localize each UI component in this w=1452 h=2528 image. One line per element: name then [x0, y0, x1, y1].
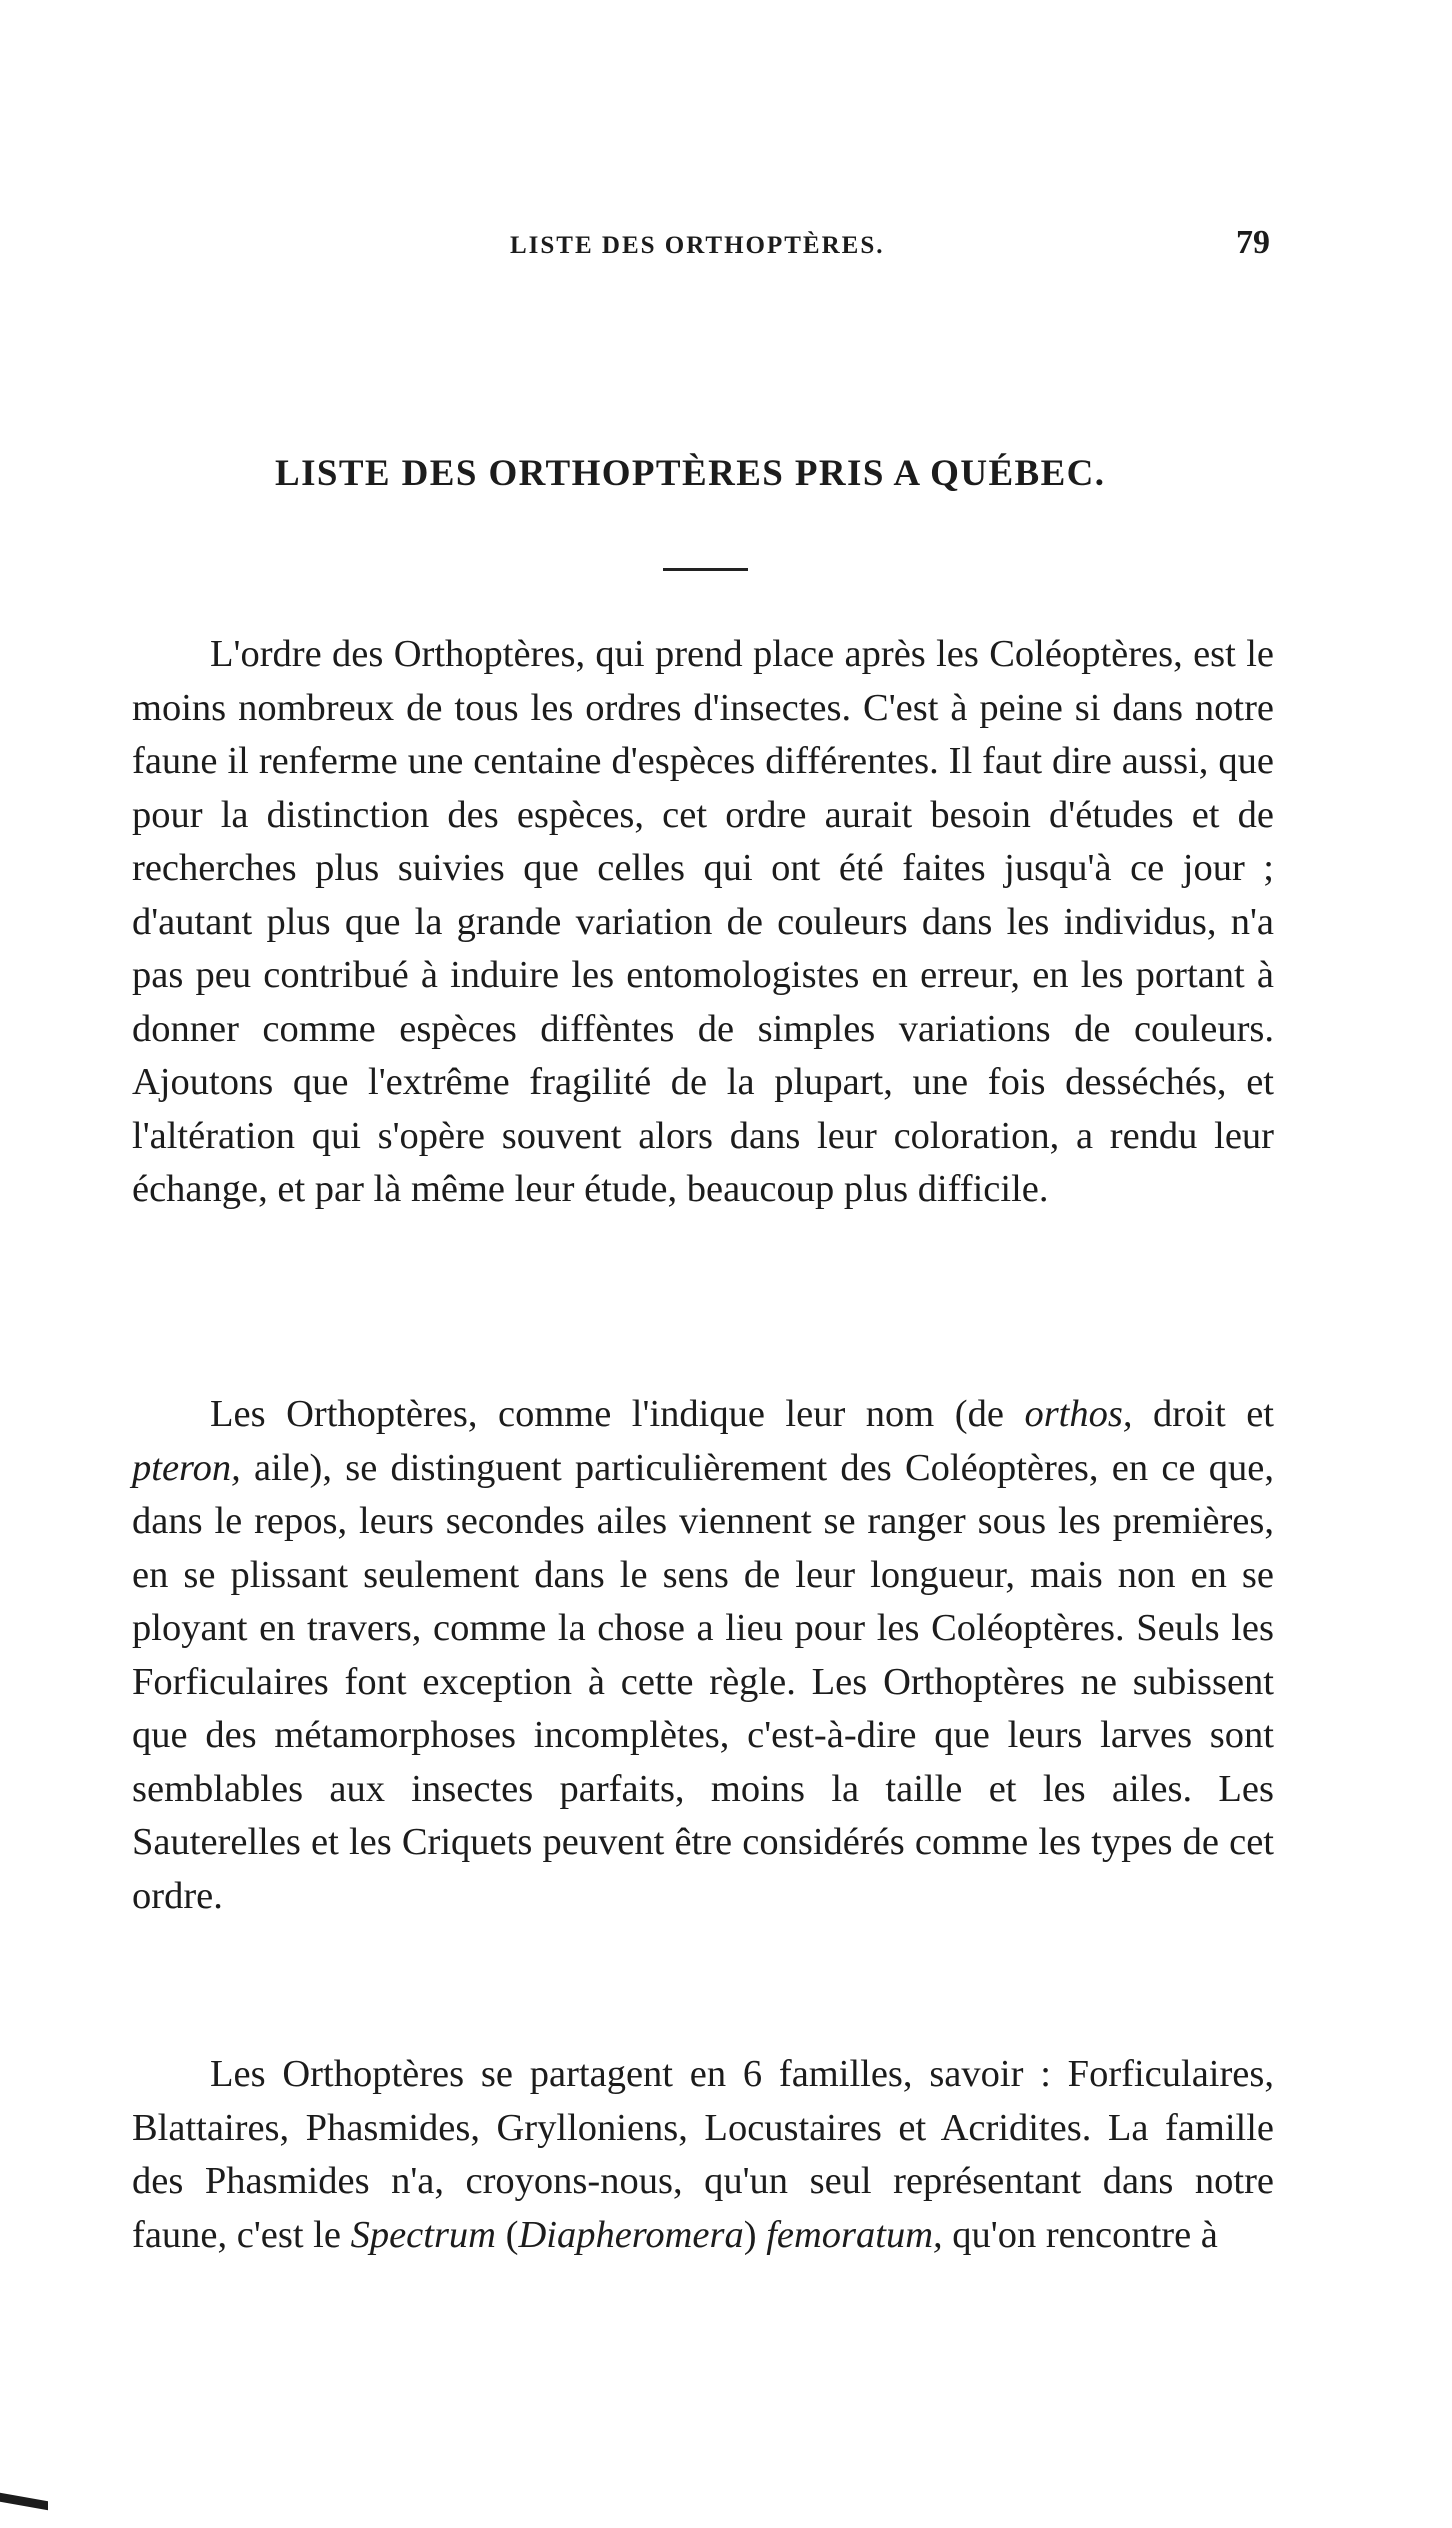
running-head: LISTE DES ORTHOPTÈRES.	[510, 232, 885, 259]
paragraph-3-run: (	[496, 2213, 519, 2256]
paragraph-3-run: )	[743, 2213, 767, 2256]
paragraph-2	[132, 1388, 1274, 1923]
paragraph-1-text: L'ordre des Orthoptères, qui prend place après les Coléoptères, est le moins nombreux de tous les ordres d'insectes. C'est à peine si dans notre faune il renferme une centaine d'espèces différentes. Il faut dire aussi, que pour la distinction des espèces, cet ordre aurait besoin d'études et de recherches plus suivies que celles qui ont été faites jusqu'à ce jour ; d'autant plus que la grande variation de couleurs dans les individus, n'a pas peu contribué à induire les entomologistes en erreur, en les portant à donner comme espèces diffèntes de simples variations de couleurs. Ajoutons que l'extrême fragilité de la plupart, une fois desséchés, et l'altération qui s'opère souvent alors dans leur coloration, a rendu leur échange, et par là même leur étude, beaucoup plus difficile.	[132, 633, 1274, 1210]
italic-term: orthos,	[1024, 1393, 1133, 1435]
paragraph-2-run: Les Orthoptères, comme l'indique leur nom (de	[210, 1393, 1025, 1435]
page-number: 79	[1236, 224, 1270, 261]
paragraph-2-run: aile), se distinguent particulièrement des Coléoptères, en ce que, dans le repos, leurs secondes ailes viennent se ranger sous les premières, en se plissant seulement dans le sens de leur longueur, mais non en se ployant en travers, comme la chose a lieu pour les Coléoptères. Seuls les Forficulaires font exception à cette règle. Les Orthoptères ne subissent que des métamorphoses incomplètes, c'est-à-dire que leurs larves sont semblables aux insectes parfaits, moins la taille et les ailes. Les Sauterelles et les Criquets peuvent être considérés comme les types de cet ordre.	[132, 1446, 1274, 1917]
paragraph-3-run: qu'on rencontre à	[942, 2213, 1218, 2256]
paragraph-3-run: Les Orthoptères se partagent en 6 familles, savoir : Forficulaires, Blattaires, Phasmides, Grylloniens, Locustaires et Acridites. La famille des Phasmides n'a, croyons-nous, qu'un seul représentant dans notre faune, c'est le	[132, 2053, 1274, 2256]
italic-term: pteron,	[132, 1446, 241, 1489]
paragraph-3	[132, 2048, 1274, 2262]
italic-term: Spectrum	[350, 2213, 496, 2256]
scan-edge-mark	[0, 2493, 48, 2510]
section-title: LISTE DES ORTHOPTÈRES PRIS A QUÉBEC.	[275, 453, 1106, 494]
paragraph-2-run: droit et	[1132, 1393, 1275, 1435]
italic-term: Diapheromera	[518, 2213, 744, 2256]
paragraph-3-text	[132, 2048, 1274, 2262]
italic-term: femoratum,	[766, 2213, 943, 2256]
paragraph-1	[132, 628, 1274, 1217]
paragraph-2-text	[132, 1388, 1274, 1923]
title-rule	[663, 568, 748, 571]
